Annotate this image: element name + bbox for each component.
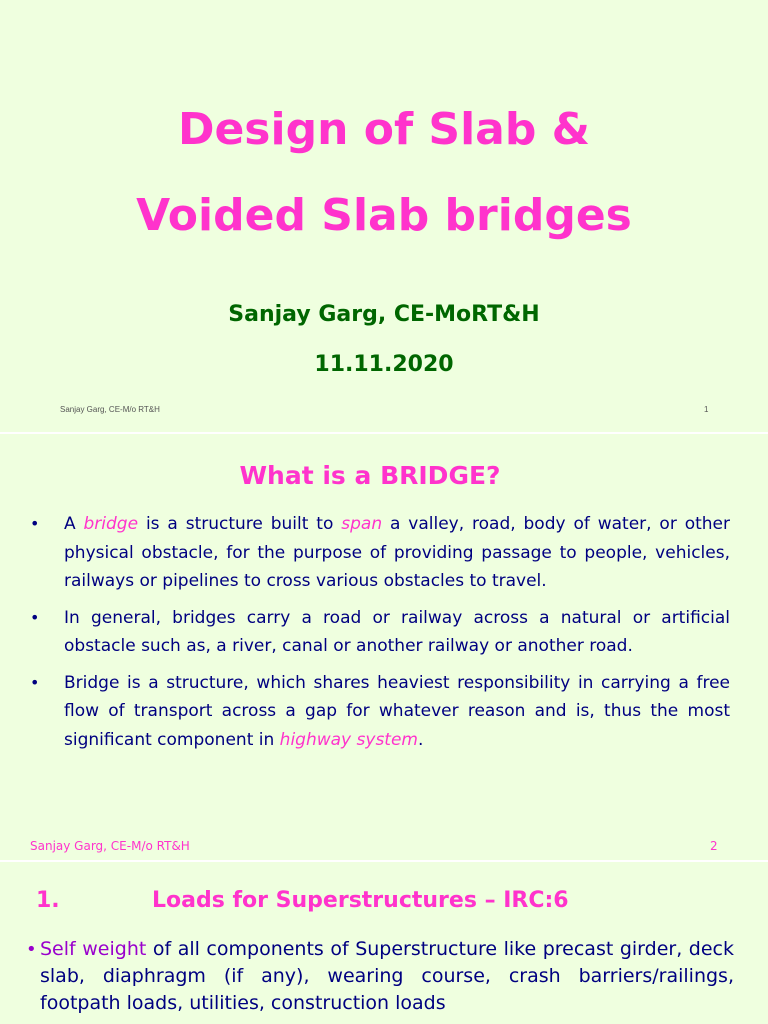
slide-1 [0, 0, 768, 432]
bullet-dot-icon: • [30, 514, 40, 533]
highlight-span: span [341, 514, 383, 534]
bullet-item [30, 510, 730, 596]
slide-1-title-line-2: Voided Slab bridges [136, 190, 632, 241]
bullet-text-part: Bridge is a structure, which shares heaviest responsibility in carrying a free flow of transport across a gap for whatever reason and is, thus the most significant component in [64, 672, 730, 750]
bullet-text-part: is a structure built to [138, 514, 342, 534]
bullet-text [64, 510, 730, 596]
author-line: Sanjay Garg, CE-MoRT&H [228, 302, 540, 327]
bullet-dot-icon: • [30, 607, 40, 627]
slide-1-title-line-1: Design of Slab & [177, 104, 591, 155]
slide-2 [0, 434, 768, 860]
slide-3 [0, 862, 768, 1024]
bullet-item [30, 604, 730, 661]
bullet-item [26, 936, 734, 1017]
slide-3-title: Loads for Superstructures – IRC:6 [152, 888, 569, 913]
bullet-text-part: A [64, 514, 84, 534]
bullet-item [30, 669, 730, 755]
slide-2-footer-left: Sanjay Garg, CE-M/o RT&H [30, 839, 190, 853]
bullet-text: In general, bridges carry a road or railway across a natural or artificial obstacle such as, a river, canal or another railway or another road. [64, 607, 730, 656]
highlight-bridge: bridge [83, 514, 139, 534]
slide-2-title: What is a BRIDGE? [239, 461, 501, 490]
highlight-self-weight: Self weight [40, 938, 147, 960]
bullet-text-part: . [417, 729, 424, 750]
slide-1-page-number: 1 [704, 405, 709, 414]
bullet-text-part: a valley, road, body of water, or other physical obstacle, for the purpose of providing passage to people, vehicles, railways or pipelines to cross various obstacles to travel. [64, 514, 730, 591]
slide-1-footer-left: Sanjay Garg, CE-M/o RT&H [60, 405, 160, 414]
date-line: 11.11.2020 [314, 352, 454, 377]
section-number: 1. [36, 888, 60, 913]
bullet-dot-icon: • [26, 939, 37, 960]
bullet-text-part: of all components of Superstructure like precast girder, deck slab, diaphragm (if any), wearing course, crash barriers/railings, footpath loads, utilities, construction loads [40, 938, 734, 1014]
bullet-dot-icon: • [30, 672, 40, 692]
bullet-text [40, 936, 734, 1017]
bullet-text [64, 669, 730, 755]
highlight-highway-system: highway system [279, 729, 418, 750]
bullet-list [30, 510, 730, 762]
slide-2-page-number: 2 [710, 839, 718, 853]
